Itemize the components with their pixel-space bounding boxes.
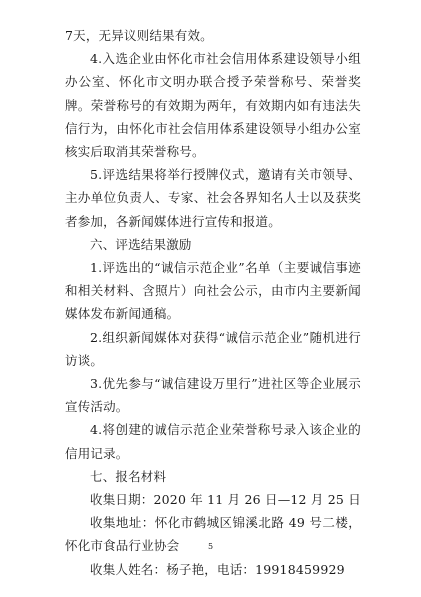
paragraph-incentive-3: 3.优先参与“诚信建设万里行”进社区等企业展示宣传活动。 xyxy=(65,376,361,415)
section-heading-incentives: 六、评选结果激励 xyxy=(90,236,192,252)
collection-date: 收集日期：2020 年 11 月 26 日—12 月 25 日 xyxy=(90,492,361,508)
document-body xyxy=(65,24,361,581)
section-heading-materials: 七、报名材料 xyxy=(90,468,167,484)
paragraph-continuation: 7天，无异议则结果有效。 xyxy=(65,28,213,43)
paragraph-incentive-1: 1.评选出的“诚信示范企业”名单（主要诚信事迹和相关材料、含照片）向社会公示，由市内主要新闻媒体发布新闻通稿。 xyxy=(65,260,361,322)
page-number: 5 xyxy=(207,542,214,551)
collection-address: 收集地址：怀化市鹤城区锦溪北路 49 号二楼，怀化市食品行业协会 xyxy=(65,515,361,554)
collection-contact: 收集人姓名：杨子艳，电话：19918459929 xyxy=(90,561,345,577)
paragraph-incentive-4: 4.将创建的诚信示范企业荣誉称号录入该企业的信用记录。 xyxy=(65,422,361,461)
paragraph-item-4-honor: 4.入选企业由怀化市社会信用体系建设领导小组办公室、怀化市文明办联合授予荣誉称号、荣誉奖牌。荣誉称号的有效期为两年，有效期内如有违法失信行为，由怀化市社会信用体系建设领导小组办公室核实后取消其荣誉称号。 xyxy=(65,51,361,160)
paragraph-incentive-2: 2.组织新闻媒体对获得“诚信示范企业”随机进行访谈。 xyxy=(65,329,361,368)
paragraph-item-5-ceremony: 5.评选结果将举行授牌仪式，邀请有关市领导、主办单位负责人、专家、社会各界知名人士以及获奖者参加，各新闻媒体进行宣传和报道。 xyxy=(65,167,361,229)
